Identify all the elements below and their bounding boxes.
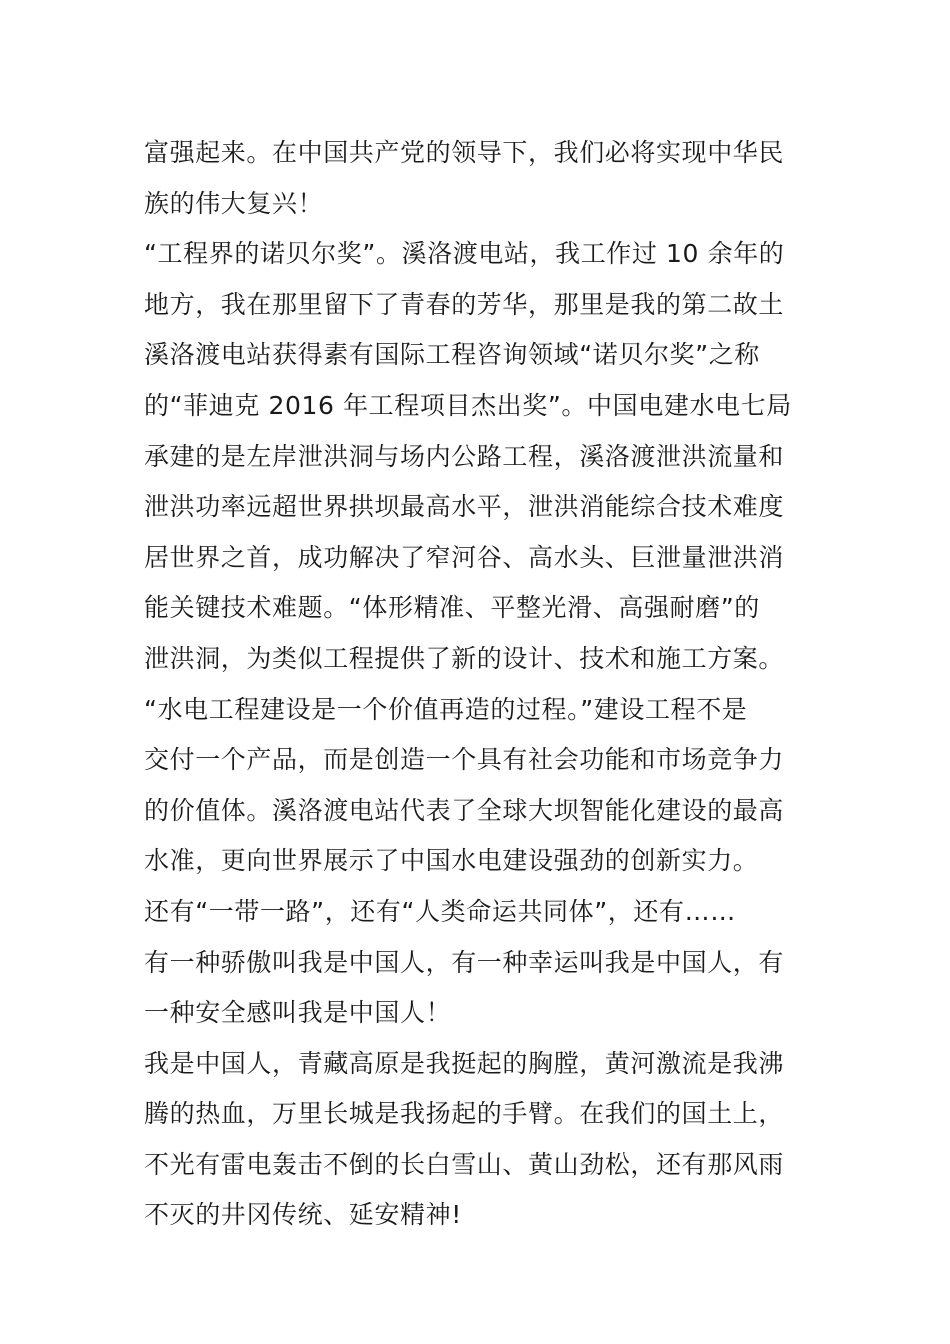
text-line: 泄洪功率远超世界拱坝最高水平，泄洪消能综合技术难度 (144, 492, 785, 522)
text-line: 承建的是左岸泄洪洞与场内公路工程，溪洛渡泄洪流量和 (144, 441, 785, 471)
text-line: 溪洛渡电站获得素有国际工程咨询领域“诺贝尔奖”之称 (144, 340, 760, 370)
body-text (144, 130, 814, 1243)
text-line: “工程界的诺贝尔奖”。溪洛渡电站，我工作过 10 余年的 (144, 239, 785, 269)
text-line: 地方，我在那里留下了青春的芳华，那里是我的第二故土 (144, 289, 785, 319)
text-line: 一种安全感叫我是中国人！ (144, 998, 452, 1028)
text-line: 居世界之首，成功解决了窄河谷、高水头、巨泄量泄洪消 (144, 542, 785, 572)
text-line: 有一种骄傲叫我是中国人，有一种幸运叫我是中国人，有 (144, 947, 785, 977)
text-line: 泄洪洞，为类似工程提供了新的设计、技术和施工方案。 (144, 643, 785, 673)
text-line: 水准，更向世界展示了中国水电建设强劲的创新实力。 (144, 846, 759, 876)
text-line: 富强起来。在中国共产党的领导下，我们必将实现中华民 (144, 138, 785, 167)
text-line: 不灭的井冈传统、延安精神! (144, 1200, 462, 1230)
text-line: 能关键技术难题。“体形精准、平整光滑、高强耐磨”的 (144, 593, 760, 623)
text-line: 腾的热血，万里长城是我扬起的手臂。在我们的国土上， (144, 1099, 785, 1129)
text-line: 族的伟大复兴！ (144, 188, 324, 218)
text-line: 不光有雷电轰击不倒的长白雪山、黄山劲松，还有那风雨 (144, 1149, 785, 1179)
text-line: 还有“一带一路”，还有“人类命运共同体”，还有…… (144, 896, 736, 926)
text-line: 的价值体。溪洛渡电站代表了全球大坝智能化建设的最高 (144, 795, 785, 825)
text-line: “水电工程建设是一个价值再造的过程。”建设工程不是 (144, 694, 748, 724)
text-line: 交付一个产品，而是创造一个具有社会功能和市场竞争力 (144, 745, 785, 775)
text-line: 的“菲迪克 2016 年工程项目杰出奖”。中国电建水电七局 (144, 390, 792, 420)
text-line: 我是中国人，青藏高原是我挺起的胸膛，黄河激流是我沸 (144, 1048, 785, 1078)
